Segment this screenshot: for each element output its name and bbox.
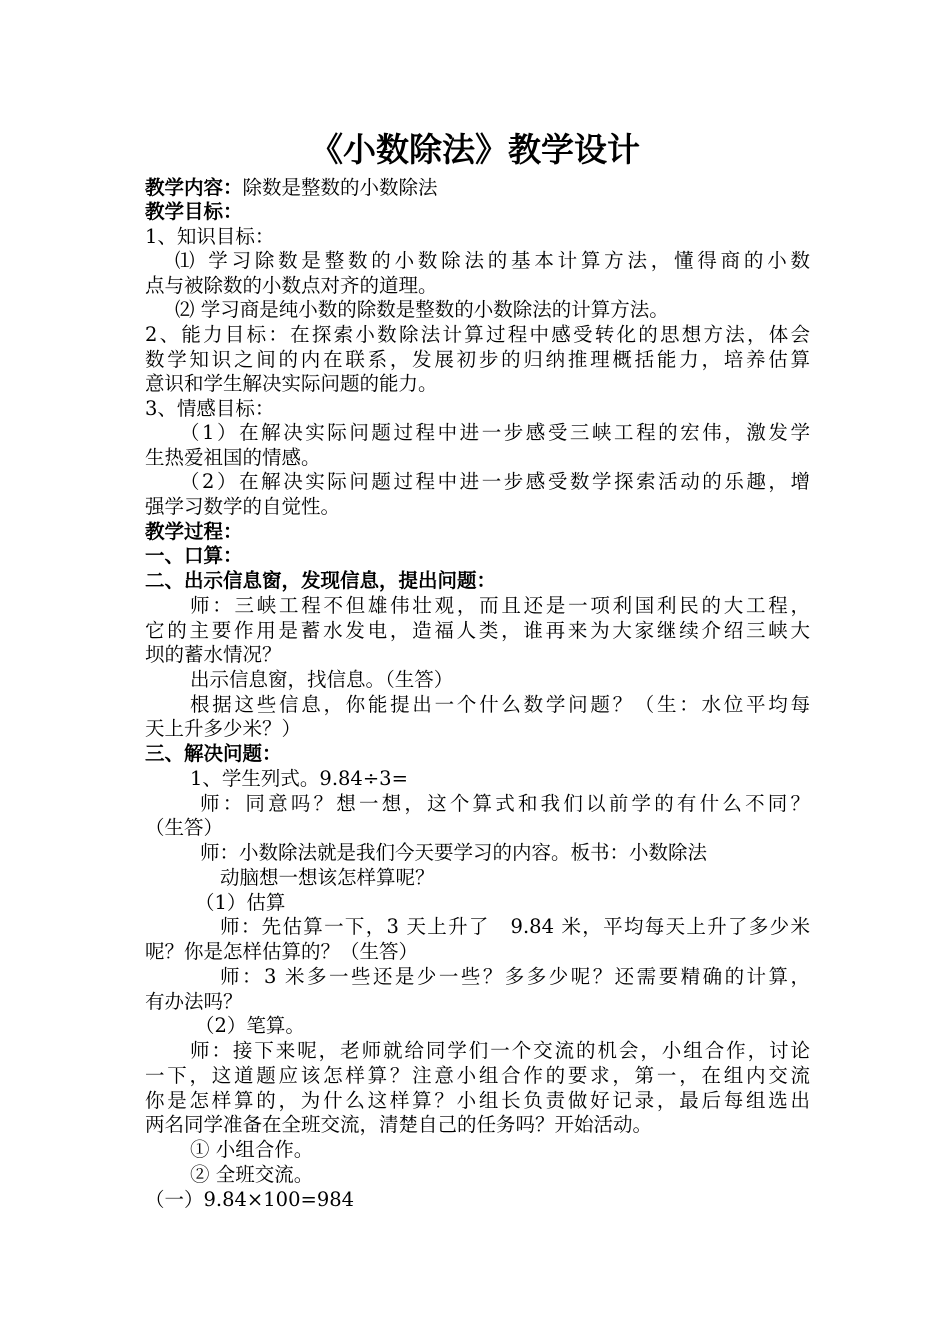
- section-2-heading: 二、出示信息窗，发现信息，提出问题：: [145, 569, 497, 592]
- question-line-1: 根据这些信息，你能提出一个什么数学问题？（生：水位平均每: [190, 693, 810, 716]
- emotion-goal-1-line-1: （1）在解决实际问题过程中进一步感受三峡工程的宏伟，激发学: [180, 421, 810, 444]
- teacher-line-3: 坝的蓄水情况？: [145, 643, 282, 666]
- method-1-line: （一）9.84×100=984: [145, 1188, 355, 1211]
- group-work-line-2: 一下，这道题应该怎样算？注意小组合作的要求，第一，在组内交流: [145, 1064, 810, 1087]
- content-value: 除数是整数的小数除法: [242, 176, 438, 199]
- emotion-heading: 3、情感目标：: [145, 397, 275, 420]
- content-label: 教学内容：: [145, 176, 243, 199]
- emotion-goal-1-line-2: 生热爱祖国的情感。: [145, 446, 321, 469]
- process-heading: 教学过程：: [145, 520, 243, 543]
- emotion-goal-2-line-2: 强学习数学的自觉性。: [145, 495, 341, 518]
- knowledge-goal-1-line-2: 点与被除数的小数点对齐的道理。: [145, 274, 438, 297]
- goals-heading: 教学目标：: [145, 200, 243, 223]
- content-line: [145, 176, 810, 200]
- knowledge-goal-1-line-1: ⑴ 学习除数是整数的小数除法的基本计算方法，懂得商的小数: [175, 249, 810, 272]
- teacher-question-line-2: （生答）: [145, 816, 224, 839]
- info-window-line: 出示信息窗，找信息。（生答）: [190, 668, 454, 691]
- written-calc-heading: （2）笔算。: [195, 1014, 305, 1037]
- group-work-line-4: 两名同学准备在全班交流，清楚自己的任务吗？开始活动。: [145, 1113, 653, 1136]
- student-equation-line: 1、学生列式。9.84÷3=: [190, 767, 408, 790]
- estimate-heading: （1）估算: [195, 891, 286, 914]
- group-work-line-1: 师：接下来呢，老师就给同学们一个交流的机会，小组合作，讨论: [190, 1039, 810, 1062]
- class-exchange-item: ② 全班交流。: [190, 1163, 314, 1186]
- ability-line-2: 数学知识之间的内在联系，发展初步的归纳推理概括能力，培养估算: [145, 348, 810, 371]
- teacher-line-1: 师：三峡工程不但雄伟壮观，而且还是一项利国利民的大工程，: [190, 594, 810, 617]
- document-title: 《小数除法》教学设计: [310, 130, 640, 169]
- knowledge-heading: 1、知识目标：: [145, 225, 275, 248]
- teacher-line-2: 它的主要作用是蓄水发电，造福人类，谁再来为大家继续介绍三峡大: [145, 619, 810, 642]
- ability-line-1: 2、能力目标：在探索小数除法计算过程中感受转化的思想方法，体会: [145, 323, 810, 346]
- board-note-line: 师：小数除法就是我们今天要学习的内容。板书：小数除法: [200, 841, 708, 864]
- estimate-line-1: 师：先估算一下，3 天上升了 9.84 米，平均每天上升了多少米: [220, 915, 810, 938]
- group-work-line-3: 你是怎样算的，为什么这样算？小组长负责做好记录，最后每组选出: [145, 1089, 810, 1112]
- think-line: 动脑想一想该怎样算呢？: [220, 866, 435, 889]
- question-line-2: 天上升多少米？）: [145, 717, 302, 740]
- ability-line-3: 意识和学生解决实际问题的能力。: [145, 372, 438, 395]
- estimate-line-3: 师：3 米多一些还是少一些？多多少呢？还需要精确的计算，: [220, 965, 810, 988]
- estimate-line-2: 呢？你是怎样估算的？（生答）: [145, 940, 419, 963]
- knowledge-goal-2: ⑵ 学习商是纯小数的除数是整数的小数除法的计算方法。: [175, 298, 669, 321]
- section-3-heading: 三、解决问题：: [145, 742, 282, 765]
- estimate-line-4: 有办法吗？: [145, 990, 243, 1013]
- emotion-goal-2-line-1: （2）在解决实际问题过程中进一步感受数学探索活动的乐趣，增: [180, 470, 810, 493]
- group-cooperation-item: ① 小组合作。: [190, 1138, 314, 1161]
- teacher-question-line-1: 师：同意吗？想一想，这个算式和我们以前学的有什么不同？: [200, 792, 810, 815]
- section-1-heading: 一、口算：: [145, 544, 243, 567]
